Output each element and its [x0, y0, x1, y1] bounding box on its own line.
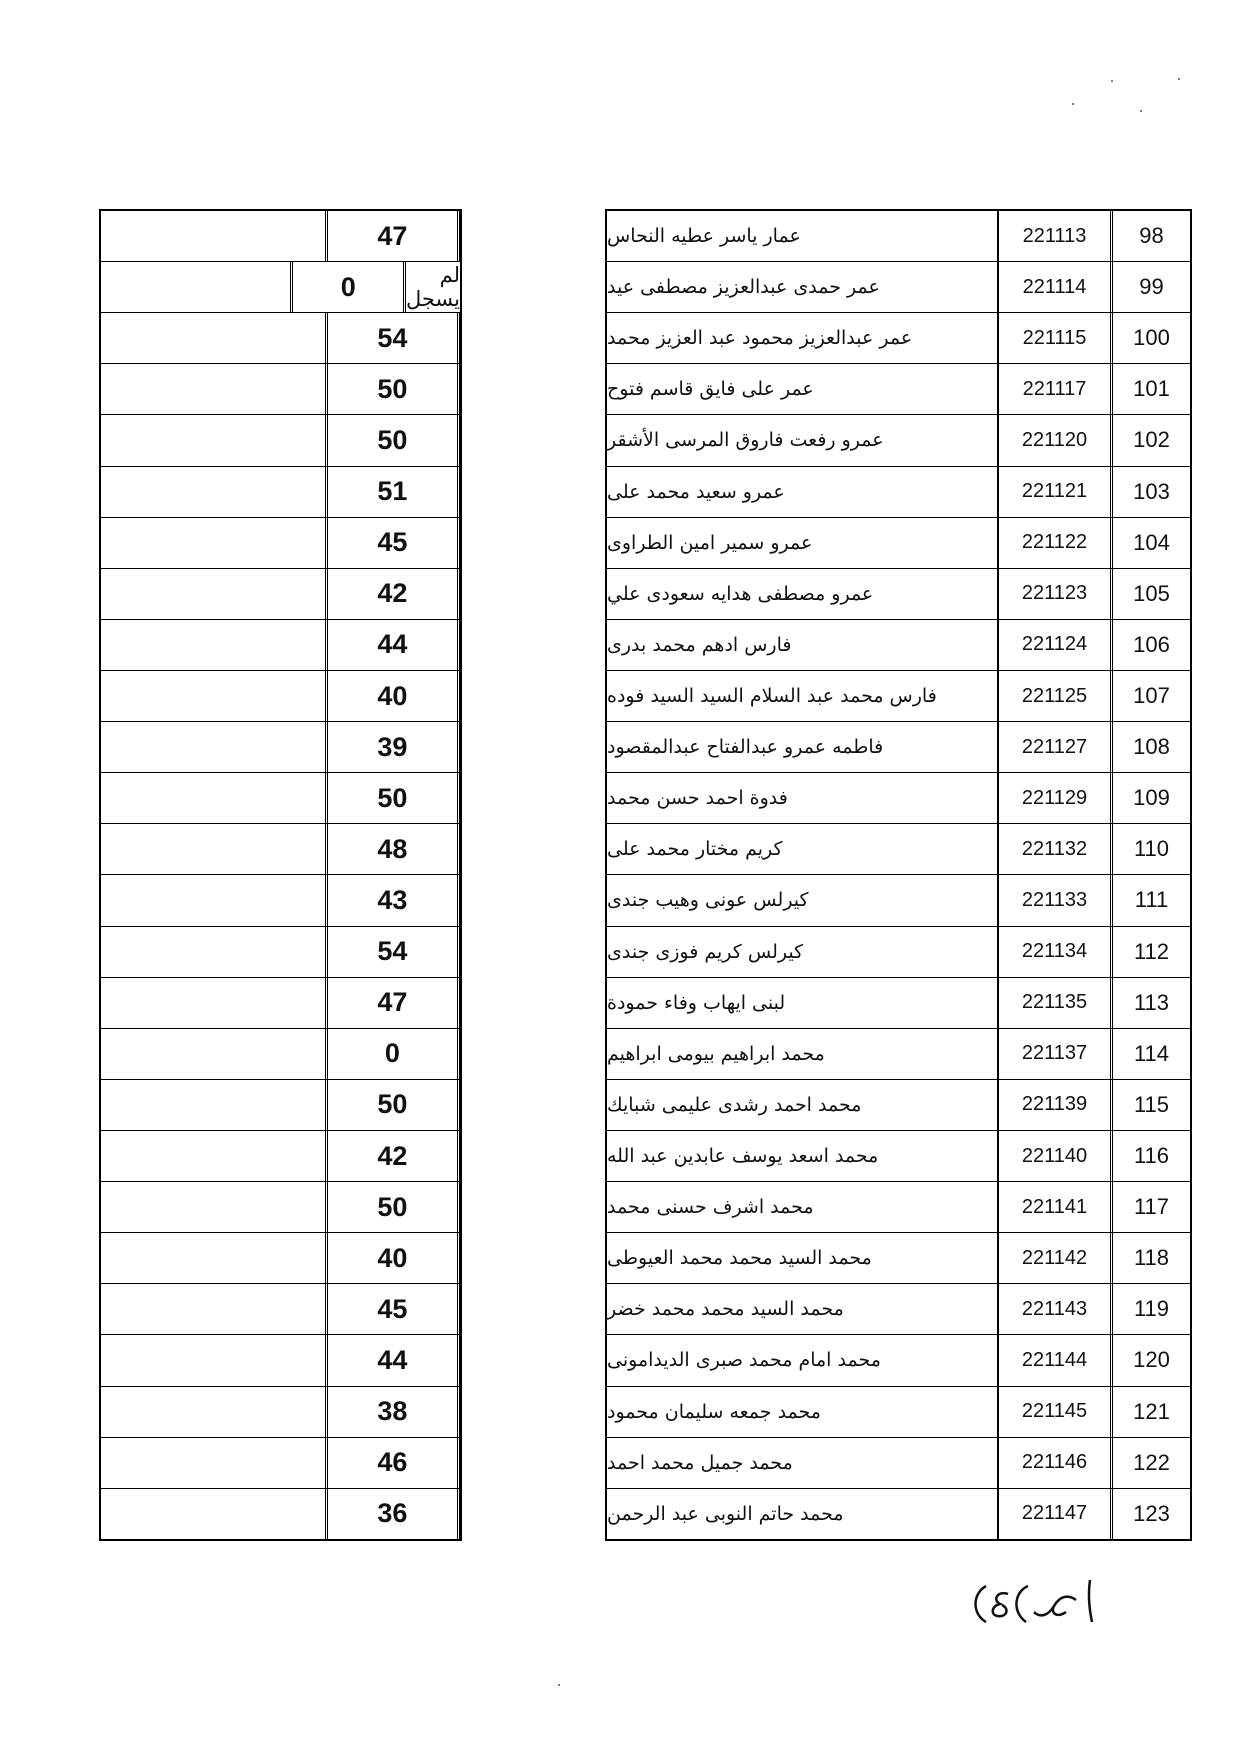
grade-cell: 51	[328, 467, 460, 517]
student-row	[607, 415, 1190, 466]
student-name-cell: عمر حمدى عبدالعزيز مصطفى عيد	[607, 262, 999, 312]
serial-number-cell: 110	[1133, 836, 1170, 862]
student-row	[607, 1489, 1190, 1539]
student-name-cell: كيرلس كريم فوزى جندى	[607, 927, 999, 977]
student-id-cell: 221113	[999, 211, 1113, 261]
grade-row	[101, 415, 460, 466]
serial-number-cell: 120	[1133, 1347, 1170, 1373]
student-row	[607, 927, 1190, 978]
grade-row	[101, 1438, 460, 1489]
student-id-cell: 221145	[999, 1387, 1113, 1437]
grade-cell: 50	[328, 1080, 460, 1130]
serial-number-cell: 116	[1133, 1143, 1170, 1169]
student-name-cell: فاطمه عمرو عبدالفتاح عبدالمقصود	[607, 722, 999, 772]
grade-cell: 40	[328, 671, 460, 721]
student-name-cell: لبنى ايهاب وفاء حمودة	[607, 978, 999, 1028]
student-id-cell: 221115	[999, 313, 1113, 363]
blank-cell	[101, 824, 328, 874]
student-id-cell: 221137	[999, 1029, 1113, 1079]
student-name-cell: كريم مختار محمد على	[607, 824, 999, 874]
grade-row	[101, 722, 460, 773]
blank-cell	[101, 722, 328, 772]
student-id-cell: 221133	[999, 875, 1113, 925]
blank-cell	[101, 1182, 328, 1232]
grade-cell: 0	[293, 262, 405, 312]
student-id-cell: 221127	[999, 722, 1113, 772]
student-row	[607, 1233, 1190, 1284]
student-id-cell: 221134	[999, 927, 1113, 977]
student-name-cell: فارس ادهم محمد بدرى	[607, 620, 999, 670]
student-id-cell: 221142	[999, 1233, 1113, 1283]
serial-number-cell: 99	[1139, 274, 1164, 300]
student-name-cell: محمد السيد محمد محمد العيوطى	[607, 1233, 999, 1283]
student-name-cell: محمد جميل محمد احمد	[607, 1438, 999, 1488]
serial-number-cell: 118	[1133, 1245, 1170, 1271]
serial-number-cell: 105	[1133, 580, 1170, 606]
serial-number-cell: 107	[1133, 683, 1170, 709]
student-row	[607, 824, 1190, 875]
serial-number-cell: 117	[1133, 1194, 1170, 1220]
serial-number-cell: 123	[1133, 1500, 1170, 1526]
blank-cell	[101, 1489, 328, 1539]
serial-number-cell: 104	[1133, 529, 1170, 555]
student-row	[607, 620, 1190, 671]
blank-cell	[101, 313, 328, 363]
student-name-cell: محمد حاتم النوبى عبد الرحمن	[607, 1489, 999, 1539]
grade-cell: 44	[328, 1335, 460, 1385]
student-name-cell: فارس محمد عبد السلام السيد السيد فوده	[607, 671, 999, 721]
blank-cell	[101, 620, 328, 670]
blank-cell	[101, 1233, 328, 1283]
blank-cell	[101, 1438, 328, 1488]
serial-number-cell: 112	[1133, 938, 1170, 964]
student-id-cell: 221135	[999, 978, 1113, 1028]
student-id-cell: 221124	[999, 620, 1113, 670]
student-row	[607, 313, 1190, 364]
blank-cell	[101, 671, 328, 721]
student-id-cell: 221141	[999, 1182, 1113, 1232]
scan-speck	[1178, 78, 1180, 80]
handwritten-signature	[968, 1572, 1098, 1632]
serial-number-cell: 122	[1133, 1449, 1170, 1475]
student-id-cell: 221132	[999, 824, 1113, 874]
grade-row	[101, 875, 460, 926]
grade-row	[101, 620, 460, 671]
student-row	[607, 722, 1190, 773]
grade-row	[101, 364, 460, 415]
student-row	[607, 978, 1190, 1029]
serial-number-cell: 115	[1133, 1091, 1170, 1117]
blank-cell	[101, 1335, 328, 1385]
grade-row	[101, 824, 460, 875]
grade-row	[101, 1233, 460, 1284]
grade-row	[101, 773, 460, 824]
blank-cell	[101, 569, 328, 619]
grade-cell: 45	[328, 518, 460, 568]
student-name-cell: عمر على فايق قاسم فتوح	[607, 364, 999, 414]
grade-cell: 44	[328, 620, 460, 670]
student-row	[607, 467, 1190, 518]
student-name-cell: عمار ياسر عطيه النحاس	[607, 211, 999, 261]
blank-cell	[101, 262, 293, 312]
grade-row	[101, 1284, 460, 1335]
student-row	[607, 1335, 1190, 1386]
grade-row	[101, 1131, 460, 1182]
serial-number-cell: 98	[1139, 223, 1164, 249]
student-row	[607, 1387, 1190, 1438]
grade-row	[101, 262, 460, 313]
student-id-cell: 221147	[999, 1489, 1113, 1539]
serial-number-cell: 114	[1133, 1040, 1170, 1066]
grade-cell: 54	[328, 927, 460, 977]
grade-row	[101, 1335, 460, 1386]
serial-number-cell: 119	[1133, 1296, 1170, 1322]
grade-row	[101, 467, 460, 518]
student-row	[607, 262, 1190, 313]
blank-cell	[101, 415, 328, 465]
student-id-cell: 221114	[999, 262, 1113, 312]
serial-number-cell: 102	[1133, 427, 1170, 453]
student-name-cell: محمد احمد رشدى عليمى شبايك	[607, 1080, 999, 1130]
student-name-cell: محمد ابراهيم بيومى ابراهيم	[607, 1029, 999, 1079]
grade-cell: 0	[328, 1029, 460, 1079]
student-row	[607, 1131, 1190, 1182]
grade-cell: 39	[328, 722, 460, 772]
student-id-cell: 221123	[999, 569, 1113, 619]
student-id-cell: 221122	[999, 518, 1113, 568]
student-id-cell: 221140	[999, 1131, 1113, 1181]
grade-row	[101, 1182, 460, 1233]
grade-cell: 50	[328, 1182, 460, 1232]
student-id-cell: 221139	[999, 1080, 1113, 1130]
grade-row	[101, 671, 460, 722]
student-id-cell: 221144	[999, 1335, 1113, 1385]
student-name-cell: عمرو رفعت فاروق المرسى الأشقر	[607, 415, 999, 465]
grade-cell: 46	[328, 1438, 460, 1488]
grade-cell: 54	[328, 313, 460, 363]
student-id-cell: 221146	[999, 1438, 1113, 1488]
student-row	[607, 1182, 1190, 1233]
students-table	[605, 209, 1192, 1541]
student-id-cell: 221117	[999, 364, 1113, 414]
student-row	[607, 875, 1190, 926]
student-name-cell: فدوة احمد حسن محمد	[607, 773, 999, 823]
grade-row	[101, 518, 460, 569]
blank-cell	[101, 1080, 328, 1130]
grade-cell: 40	[328, 1233, 460, 1283]
grade-cell: 42	[328, 1131, 460, 1181]
student-name-cell: محمد امام محمد صبرى الديدامونى	[607, 1335, 999, 1385]
grade-cell: 47	[328, 211, 460, 261]
student-id-cell: 221129	[999, 773, 1113, 823]
serial-number-cell: 101	[1133, 376, 1170, 402]
blank-cell	[101, 1387, 328, 1437]
serial-number-cell: 113	[1133, 989, 1170, 1015]
serial-number-cell: 111	[1134, 887, 1169, 913]
blank-cell	[101, 1131, 328, 1181]
blank-cell	[101, 211, 328, 261]
student-name-cell: محمد اشرف حسنى محمد	[607, 1182, 999, 1232]
blank-cell	[101, 875, 328, 925]
student-id-cell: 221120	[999, 415, 1113, 465]
grade-row	[101, 1489, 460, 1539]
serial-number-cell: 109	[1133, 785, 1170, 811]
student-row	[607, 364, 1190, 415]
grade-row	[101, 927, 460, 978]
scan-speck	[558, 1684, 560, 1686]
grade-row	[101, 313, 460, 364]
serial-number-cell: 108	[1133, 734, 1170, 760]
grade-row	[101, 569, 460, 620]
blank-cell	[101, 364, 328, 414]
grade-row	[101, 211, 460, 262]
serial-number-cell: 106	[1133, 631, 1170, 657]
grade-row	[101, 1387, 460, 1438]
grade-cell: 45	[328, 1284, 460, 1334]
student-row	[607, 211, 1190, 262]
student-row	[607, 773, 1190, 824]
scan-speck	[1111, 80, 1113, 82]
grade-cell: 42	[328, 569, 460, 619]
grade-cell: 36	[328, 1489, 460, 1539]
serial-number-cell: 100	[1133, 325, 1170, 351]
grade-cell: 38	[328, 1387, 460, 1437]
grade-cell: 47	[328, 978, 460, 1028]
student-id-cell: 221125	[999, 671, 1113, 721]
grade-cell: 50	[328, 415, 460, 465]
grade-cell: 48	[328, 824, 460, 874]
serial-number-cell: 103	[1133, 478, 1170, 504]
blank-cell	[101, 773, 328, 823]
grades-table	[99, 209, 462, 1541]
student-name-cell: عمر عبدالعزيز محمود عبد العزيز محمد	[607, 313, 999, 363]
blank-cell	[101, 467, 328, 517]
student-id-cell: 221121	[999, 467, 1113, 517]
student-id-cell: 221143	[999, 1284, 1113, 1334]
blank-cell	[101, 927, 328, 977]
blank-cell	[101, 518, 328, 568]
note-cell: لم يسجل	[405, 263, 460, 312]
grade-cell: 50	[328, 364, 460, 414]
blank-cell	[101, 1284, 328, 1334]
student-row	[607, 518, 1190, 569]
blank-cell	[101, 978, 328, 1028]
grade-row	[101, 1080, 460, 1131]
student-name-cell: عمرو سمير امين الطراوى	[607, 518, 999, 568]
student-name-cell: عمرو سعيد محمد على	[607, 467, 999, 517]
student-row	[607, 1029, 1190, 1080]
serial-number-cell: 121	[1133, 1398, 1170, 1424]
blank-cell	[101, 1029, 328, 1079]
grade-row	[101, 1029, 460, 1080]
scan-speck	[1072, 103, 1074, 105]
student-row	[607, 671, 1190, 722]
student-row	[607, 569, 1190, 620]
student-row	[607, 1080, 1190, 1131]
student-name-cell: كيرلس عونى وهيب جندى	[607, 875, 999, 925]
grade-cell: 43	[328, 875, 460, 925]
student-name-cell: عمرو مصطفى هدايه سعودى علي	[607, 569, 999, 619]
grade-cell: 50	[328, 773, 460, 823]
student-row	[607, 1284, 1190, 1335]
student-row	[607, 1438, 1190, 1489]
student-name-cell: محمد اسعد يوسف عابدين عبد الله	[607, 1131, 999, 1181]
student-name-cell: محمد جمعه سليمان محمود	[607, 1387, 999, 1437]
student-name-cell: محمد السيد محمد محمد خضر	[607, 1284, 999, 1334]
grade-row	[101, 978, 460, 1029]
scan-speck	[1140, 110, 1142, 112]
